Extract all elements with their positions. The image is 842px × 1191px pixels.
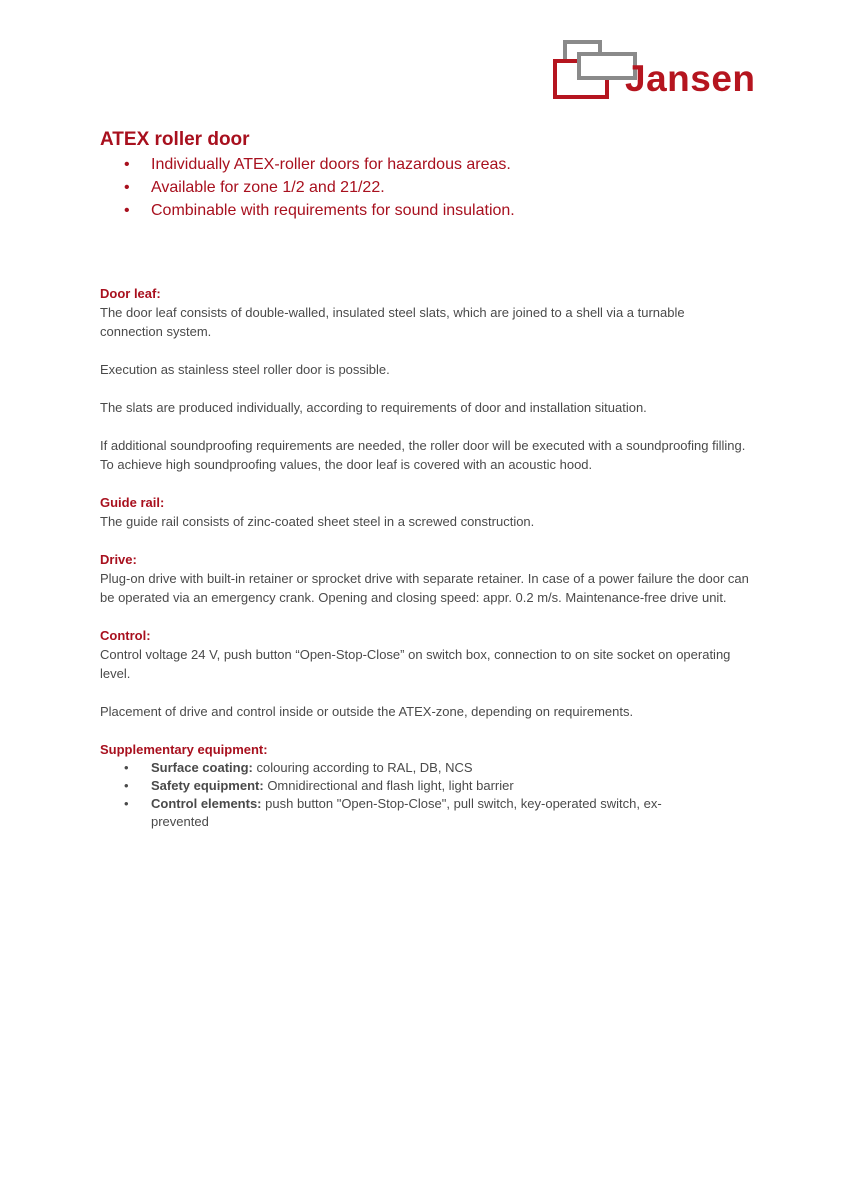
door-leaf-text: Execution as stainless steel roller door is possible. (100, 362, 390, 377)
guide-rail-text: The guide rail consists of zinc-coated sheet steel in a screwed construction. (100, 514, 535, 529)
item-text: colouring according to RAL, DB, NCS (256, 760, 473, 775)
jansen-logo (553, 38, 785, 104)
item-label: Safety equipment: (151, 778, 264, 793)
supplementary-list (100, 759, 750, 831)
logo-text: Jansen (625, 58, 756, 99)
item-text: push button "Open-Stop-Close", pull switch, key-operated switch, ex-prevented (151, 796, 662, 829)
drive-heading: Drive: (100, 552, 137, 567)
door-leaf-text: If additional soundproofing requirements are needed, the roller door will be executed with a soundproofing filling. To achieve high soundproofing values, the door leaf is covered with an acoustic hood. (100, 438, 746, 472)
intro-item: • Available for zone 1/2 and 21/22. (100, 176, 515, 199)
guide-rail-heading: Guide rail: (100, 495, 165, 510)
door-leaf-text: The slats are produced individually, according to requirements of door and installation situation. (100, 400, 647, 415)
item-label: Control elements: (151, 796, 262, 811)
document-body (100, 284, 750, 831)
intro-item: • Combinable with requirements for sound insulation. (100, 199, 515, 222)
page-title: ATEX roller door (100, 129, 250, 150)
door-leaf-text: The door leaf consists of double-walled, insulated steel slats, which are joined to a shell via a turnable connection system. (100, 305, 685, 339)
item-text: Omnidirectional and flash light, light barrier (267, 778, 514, 793)
door-leaf-heading: Door leaf: (100, 286, 161, 301)
control-text: Control voltage 24 V, push button “Open-Stop-Close” on switch box, connection to on site socket on operating level. (100, 647, 731, 681)
control-heading: Control: (100, 628, 151, 643)
item-label: Surface coating: (151, 760, 253, 775)
drive-text: Plug-on drive with built-in retainer or sprocket drive with separate retainer. In case of a power failure the door can be operated via an emergency crank. Opening and closing speed: appr. 0.2 m/s. Maintenance-free drive unit. (100, 571, 749, 605)
list-item (100, 777, 691, 795)
intro-list (100, 153, 515, 222)
list-item (100, 759, 691, 777)
control-text: Placement of drive and control inside or outside the ATEX-zone, depending on requirements. (100, 704, 634, 719)
supplementary-heading: Supplementary equipment: (100, 742, 268, 757)
list-item (100, 795, 691, 831)
intro-item: • Individually ATEX-roller doors for hazardous areas. (100, 153, 515, 176)
